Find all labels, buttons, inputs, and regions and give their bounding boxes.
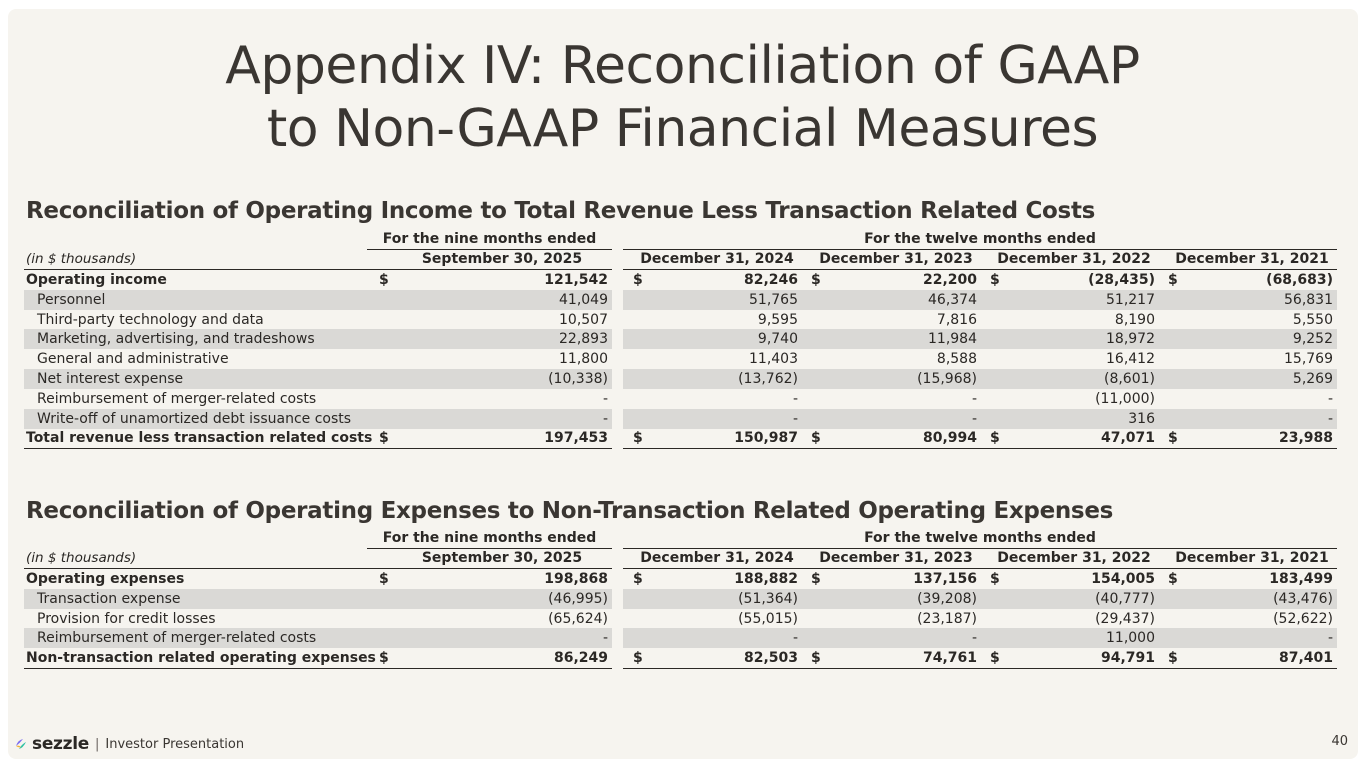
row-value: 46,374 xyxy=(928,291,977,308)
row-value: 51,765 xyxy=(749,291,798,308)
row-value: (23,187) xyxy=(917,610,977,627)
row-value: (13,762) xyxy=(738,371,798,387)
row-value: 9,595 xyxy=(757,311,798,328)
row-value: 197,453 xyxy=(544,430,608,447)
table-row xyxy=(24,389,1337,409)
column-header: December 31, 2022 xyxy=(997,251,1151,267)
currency-symbol: $ xyxy=(379,272,389,288)
row-value: 86,249 xyxy=(553,650,608,667)
row-value: (52,622) xyxy=(1273,610,1333,627)
row-value: (55,015) xyxy=(738,610,798,627)
twelve-months-group-header: For the twelve months ended xyxy=(623,530,1337,549)
row-value: 316 xyxy=(1128,410,1155,427)
row-value: - xyxy=(792,630,798,647)
row-label: Reimbursement of merger-related costs xyxy=(37,390,317,407)
row-value: (10,338) xyxy=(548,371,608,387)
row-value: (46,995) xyxy=(548,590,608,607)
row-value: - xyxy=(971,410,977,427)
column-group-gap xyxy=(612,231,623,450)
footer-subtitle: Investor Presentation xyxy=(105,736,245,752)
table-row xyxy=(24,589,1337,609)
table1-title: Reconciliation of Operating Income to Total Revenue Less Transaction Related Costs xyxy=(26,198,1096,224)
table-row xyxy=(24,310,1337,330)
row-value: - xyxy=(971,630,977,647)
row-value: 154,005 xyxy=(1091,571,1155,587)
row-value: - xyxy=(602,630,608,647)
row-value: 47,071 xyxy=(1100,430,1155,447)
row-value: 121,542 xyxy=(544,272,608,288)
row-value: - xyxy=(602,410,608,427)
row-label: Third-party technology and data xyxy=(37,311,264,328)
row-label: Operating expenses xyxy=(26,571,185,587)
currency-symbol: $ xyxy=(1168,430,1178,447)
row-label: Provision for credit losses xyxy=(37,610,216,627)
row-value: 8,588 xyxy=(936,351,977,368)
brand-name: sezzle xyxy=(32,734,89,754)
row-value: (51,364) xyxy=(738,590,798,607)
row-value: 82,503 xyxy=(743,650,798,667)
row-value: 94,791 xyxy=(1100,650,1155,667)
table-row xyxy=(24,609,1337,629)
row-value: 150,987 xyxy=(734,430,798,447)
row-label: Reimbursement of merger-related costs xyxy=(37,630,317,647)
table-row xyxy=(24,329,1337,349)
footer xyxy=(14,734,244,754)
row-value: 16,412 xyxy=(1106,351,1155,368)
currency-symbol: $ xyxy=(633,571,643,587)
row-label: Write-off of unamortized debt issuance costs xyxy=(37,410,352,427)
currency-symbol: $ xyxy=(990,571,1000,587)
currency-symbol: $ xyxy=(1168,650,1178,667)
sezzle-logo-icon xyxy=(14,737,28,751)
footer-separator: | xyxy=(95,736,100,752)
row-value: - xyxy=(971,390,977,407)
row-value: - xyxy=(1327,390,1333,407)
row-label: Operating income xyxy=(26,272,167,288)
row-value: 11,984 xyxy=(928,331,977,348)
units-label: (in $ thousands) xyxy=(26,550,137,566)
row-value: - xyxy=(1327,410,1333,427)
column-header: December 31, 2021 xyxy=(1175,251,1329,267)
row-value: 22,893 xyxy=(559,331,608,348)
row-value: (65,624) xyxy=(548,610,608,627)
row-value: 74,761 xyxy=(922,650,977,667)
row-value: 82,246 xyxy=(743,272,798,288)
row-label: Personnel xyxy=(37,291,106,308)
title-line-1: Appendix IV: Reconciliation of GAAP xyxy=(225,36,1140,96)
row-value: 22,200 xyxy=(922,272,977,288)
row-value: 188,882 xyxy=(734,571,798,587)
currency-symbol: $ xyxy=(811,430,821,447)
row-value: (15,968) xyxy=(917,371,977,387)
row-value: 87,401 xyxy=(1278,650,1333,667)
table-row xyxy=(24,428,1337,449)
row-value: (68,683) xyxy=(1266,272,1333,288)
row-value: 5,269 xyxy=(1292,371,1333,387)
currency-symbol: $ xyxy=(633,272,643,288)
currency-symbol: $ xyxy=(990,650,1000,667)
table-row xyxy=(24,369,1337,389)
column-header: September 30, 2025 xyxy=(421,251,583,267)
row-value: 198,868 xyxy=(544,571,608,587)
row-value: (8,601) xyxy=(1103,371,1155,387)
column-header: December 31, 2024 xyxy=(640,251,794,267)
currency-symbol: $ xyxy=(811,272,821,288)
row-value: - xyxy=(1327,630,1333,647)
row-value: (43,476) xyxy=(1273,590,1333,607)
row-value: (29,437) xyxy=(1095,610,1155,627)
nine-months-group-header: For the nine months ended xyxy=(367,530,612,549)
row-label: Transaction expense xyxy=(37,590,181,607)
table-row xyxy=(24,628,1337,648)
currency-symbol: $ xyxy=(633,430,643,447)
row-value: 15,769 xyxy=(1284,351,1333,368)
row-value: 56,831 xyxy=(1284,291,1333,308)
currency-symbol: $ xyxy=(379,430,389,447)
row-value: 137,156 xyxy=(913,571,977,587)
table2-title: Reconciliation of Operating Expenses to Non-Transaction Related Operating Expenses xyxy=(26,498,1114,524)
table-row xyxy=(24,569,1337,589)
table-row xyxy=(24,290,1337,310)
row-value: - xyxy=(792,410,798,427)
row-value: 9,252 xyxy=(1292,331,1333,348)
row-value: (39,208) xyxy=(917,590,977,607)
nine-months-group-header: For the nine months ended xyxy=(367,231,612,250)
row-value: - xyxy=(602,390,608,407)
row-value: 11,403 xyxy=(749,351,798,368)
row-value: 18,972 xyxy=(1106,331,1155,348)
row-value: 41,049 xyxy=(559,291,608,308)
table-row xyxy=(24,270,1337,290)
table-row xyxy=(24,648,1337,669)
column-group-gap xyxy=(612,530,623,670)
column-header: December 31, 2023 xyxy=(819,550,973,566)
currency-symbol: $ xyxy=(379,650,389,667)
column-header: December 31, 2023 xyxy=(819,251,973,267)
row-label: General and administrative xyxy=(37,351,229,368)
slide-title xyxy=(8,35,1358,161)
column-header: December 31, 2021 xyxy=(1175,550,1329,566)
row-label: Marketing, advertising, and tradeshows xyxy=(37,331,315,348)
column-header: September 30, 2025 xyxy=(421,550,583,566)
row-value: - xyxy=(792,390,798,407)
units-label: (in $ thousands) xyxy=(26,251,137,267)
currency-symbol: $ xyxy=(811,650,821,667)
row-value: 10,507 xyxy=(559,311,608,328)
row-value: (11,000) xyxy=(1095,390,1155,407)
currency-symbol: $ xyxy=(379,571,389,587)
row-value: 51,217 xyxy=(1106,291,1155,308)
row-label: Net interest expense xyxy=(37,371,184,387)
row-value: (28,435) xyxy=(1088,272,1155,288)
row-value: 8,190 xyxy=(1114,311,1155,328)
table-row xyxy=(24,409,1337,429)
table-row xyxy=(24,349,1337,369)
currency-symbol: $ xyxy=(811,571,821,587)
row-value: 5,550 xyxy=(1292,311,1333,328)
row-value: 11,800 xyxy=(559,351,608,368)
row-label: Total revenue less transaction related costs xyxy=(26,430,373,447)
row-label: Non-transaction related operating expenses xyxy=(26,650,376,667)
row-value: 80,994 xyxy=(922,430,977,447)
row-value: 11,000 xyxy=(1106,630,1155,647)
currency-symbol: $ xyxy=(1168,571,1178,587)
page-number: 40 xyxy=(1331,734,1348,749)
column-header: December 31, 2022 xyxy=(997,550,1151,566)
currency-symbol: $ xyxy=(633,650,643,667)
row-value: 9,740 xyxy=(757,331,798,348)
row-value: 183,499 xyxy=(1269,571,1333,587)
currency-symbol: $ xyxy=(1168,272,1178,288)
row-value: 23,988 xyxy=(1278,430,1333,447)
row-value: (40,777) xyxy=(1095,590,1155,607)
column-header: December 31, 2024 xyxy=(640,550,794,566)
currency-symbol: $ xyxy=(990,272,1000,288)
twelve-months-group-header: For the twelve months ended xyxy=(623,231,1337,250)
row-value: 7,816 xyxy=(936,311,977,328)
title-line-2: to Non-GAAP Financial Measures xyxy=(266,99,1099,159)
currency-symbol: $ xyxy=(990,430,1000,447)
